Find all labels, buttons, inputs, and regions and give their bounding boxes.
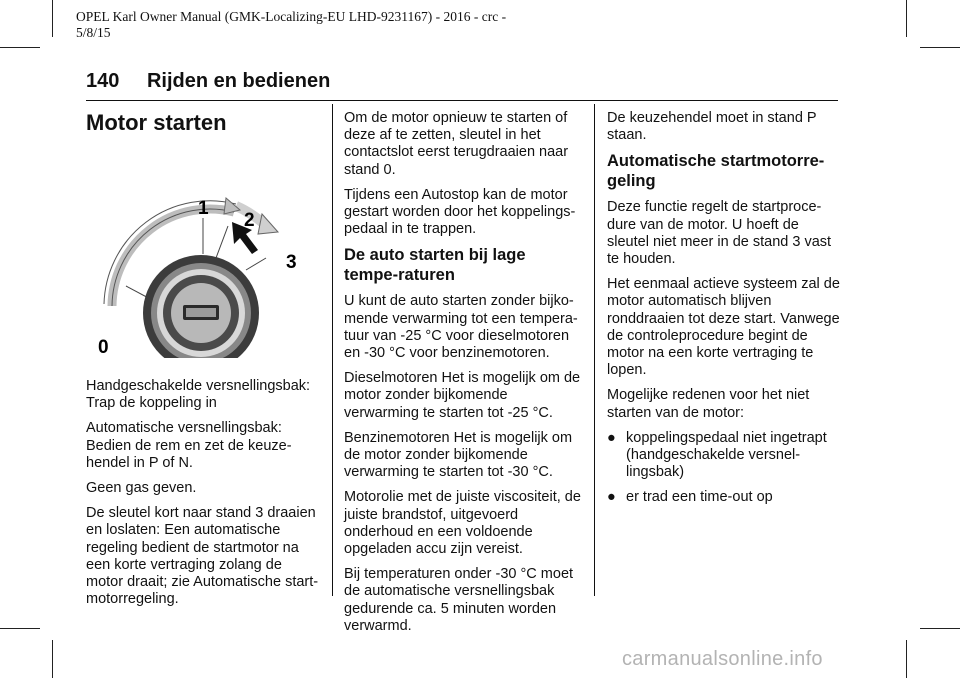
paragraph: Automatische versnellingsbak: Bedien de rem en zet de keuze-hendel in P of N. — [86, 420, 292, 471]
page-number: 140 — [86, 70, 120, 92]
paragraph: Dieselmotoren Het is mogelijk om de motor zonder bijkomende verwarming te starten tot -25 °C. — [344, 370, 581, 421]
crop-mark — [0, 628, 40, 629]
bullet-text: koppelingspedaal niet ingetrapt (handgeschakelde versnel-lingsbak) — [626, 429, 827, 481]
paragraph: U kunt de auto starten zonder bijko-mende verwarming tot een tempera-tuur van -25 °C voor dieselmotoren en -30 °C voor benzinemotoren. — [344, 293, 578, 362]
position-tick — [246, 258, 266, 270]
ignition-lock-diagram — [86, 158, 320, 358]
crop-mark — [906, 640, 907, 678]
watermark: carmanualsonline.info — [622, 648, 823, 670]
document-meta-date: 5/8/15 — [76, 25, 111, 40]
subsection-title: De auto starten bij lage tempe-raturen — [344, 246, 526, 284]
chapter-title: Rijden en bedienen — [146, 70, 331, 92]
column-2 — [344, 110, 582, 643]
paragraph: De keuzehendel moet in stand P staan. — [607, 110, 817, 144]
document-meta-line: OPEL Karl Owner Manual (GMK-Localizing-EU LHD-9231167) - 2016 - crc - — [76, 9, 507, 24]
bullet-dot: ● — [607, 429, 616, 446]
paragraph: Mogelijke redenen voor het niet starten van de motor: — [607, 387, 810, 421]
column-1 — [86, 110, 320, 616]
crop-mark — [52, 640, 53, 678]
column-3 — [607, 110, 843, 515]
start-arrowhead — [258, 214, 278, 234]
paragraph: Het eenmaal actieve systeem zal de motor automatisch blijven ronddraaien tot deze start. Vanwege de controleprocedure begint de motor na een korte vertraging te lopen. — [607, 276, 840, 379]
key-slot-inner — [186, 308, 216, 317]
position-label-0: 0 — [98, 337, 109, 358]
crop-mark — [0, 47, 40, 48]
position-label-2: 2 — [244, 210, 255, 231]
paragraph: Handgeschakelde versnellingsbak: Trap de koppeling in — [86, 378, 311, 412]
bullet-text: er trad een time-out op — [626, 489, 773, 506]
column-divider — [594, 104, 595, 596]
paragraph: Geen gas geven. — [86, 480, 197, 497]
position-label-3: 3 — [286, 252, 297, 273]
section-title: Motor starten — [86, 110, 227, 135]
paragraph: De sleutel kort naar stand 3 draaien en loslaten: Een automatische regeling bedient de startmotor na een korte vertraging zolang de motor draait; zie Automatische start-motorregeling. — [86, 505, 319, 608]
paragraph: Tijdens een Autostop kan de motor gestart worden door het koppelings-pedaal in te trappen. — [344, 186, 576, 238]
paragraph: Benzinemotoren Het is mogelijk om de motor zonder bijkomende verwarming te starten tot -30 °C. — [344, 429, 573, 481]
document-meta — [76, 9, 516, 41]
crop-mark — [920, 47, 960, 48]
column-divider — [332, 104, 333, 596]
crop-mark — [52, 0, 53, 37]
subsection-title: Automatische startmotorre-geling — [607, 152, 825, 190]
paragraph: Om de motor opnieuw te starten of deze af te zetten, sleutel in het contactslot eerst terugdraaien naar stand 0. — [344, 110, 569, 178]
paragraph: Deze functie regelt de startproce-dure van de motor. U hoeft de sleutel niet meer in de stand 3 vast te houden. — [607, 199, 832, 268]
bullet-item — [607, 430, 843, 482]
position-tick — [216, 226, 228, 258]
position-label-1: 1 — [198, 198, 209, 219]
crop-mark — [920, 628, 960, 629]
bullet-dot: ● — [607, 489, 616, 506]
crop-mark — [906, 0, 907, 37]
ignition-figure — [86, 158, 320, 358]
page-header — [86, 70, 330, 93]
bullet-item — [607, 489, 843, 506]
paragraph: Motorolie met de juiste viscositeit, de juiste brandstof, uitgevoerd onderhoud en een voldoende opgeladen accu zijn vereist. — [344, 489, 581, 558]
header-rule — [86, 100, 838, 101]
paragraph: Bij temperaturen onder -30 °C moet de automatische versnellingsbak gedurende ca. 5 minuten worden verwarmd. — [344, 566, 574, 634]
